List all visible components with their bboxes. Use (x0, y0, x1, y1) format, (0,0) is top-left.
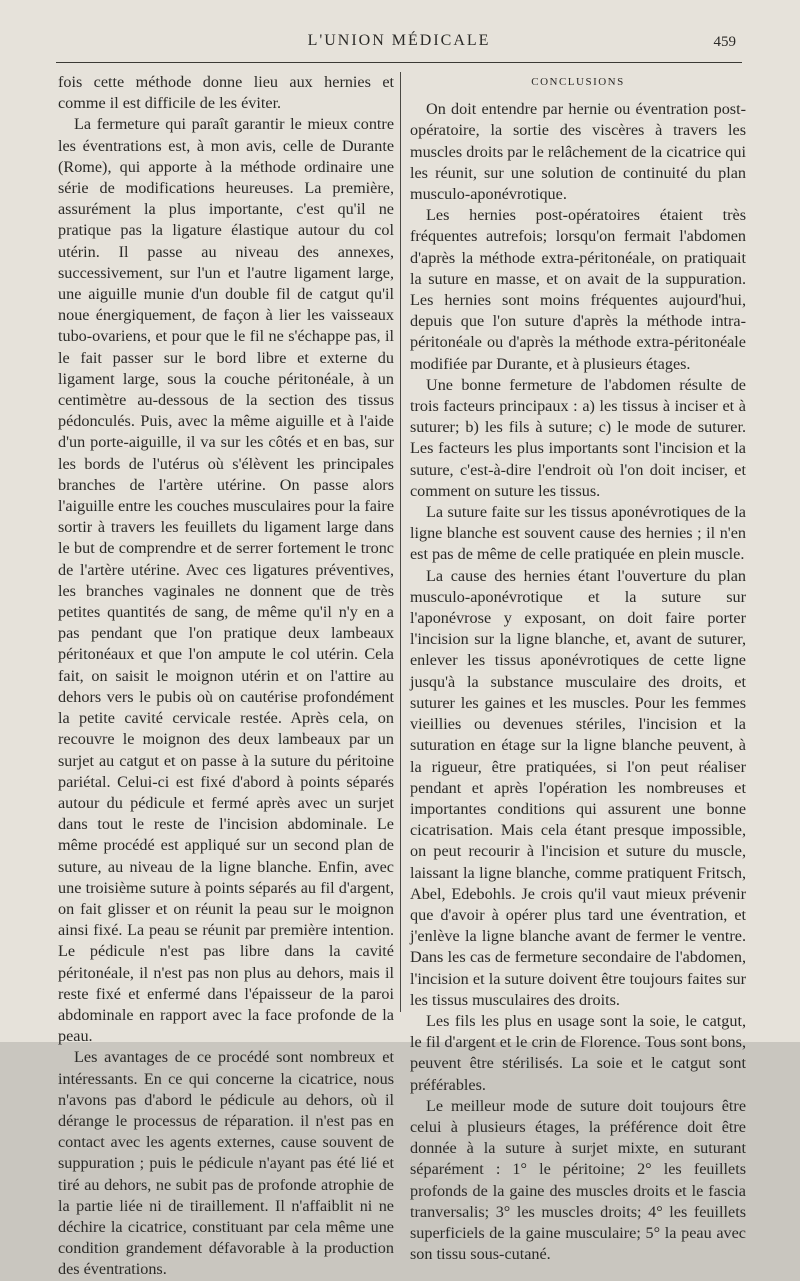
paragraph: Une bonne fermeture de l'abdomen résulte de trois facteurs principaux : a) les tissus à inciser et à suturer; b) les fils à suture; c) le mode de suturer. Les facteurs les plus importants sont l'incision et la suture, c'est-à-dire l'endroit où l'on doit inciser, et comment on suture les tissus. (410, 375, 746, 500)
paragraph: fois cette méthode donne lieu aux hernies et comme il est difficile de les éviter. (58, 73, 394, 113)
paragraph: On doit entendre par hernie ou éventration post-opératoire, la sortie des viscères à travers les muscles droits par le relâchement de la cicatrice qui les réunit, sur une solution de continuité du plan musculo-aponévrotique. (410, 100, 746, 204)
paragraph: Les avantages de ce procédé sont nombreux et intéressants. En ce qui concerne la cicatrice, nous n'avons pas d'abord le pédicule au dehors, où il dérange le processus de réparation. il n'est pas en contact avec les agents externes, cause souvent de suppuration ; puis le pédicule n'ayant pas été lié et tiré au dehors, ne subit pas de profonde atrophie de la partie liée ni de tiraillement. Il n'affaiblit ni ne déchire la cicatrice, constituant par cela même une condition grandement défavorable à la production des éventrations. (58, 1048, 394, 1279)
column-divider (400, 72, 401, 1012)
left-column (58, 72, 394, 1281)
paragraph: La fermeture qui paraît garantir le mieux contre les éventrations est, à mon avis, celle de Durante (Rome), qui apporte à la méthode ordinaire une série de modifications heureuses. La première, assurément la plus importante, c'est qu'il ne pratique pas la ligature élastique autour du col utérin. Il passe au niveau des annexes, successivement, sur l'un et l'autre ligament large, une aiguille munie d'un double fil de catgut qu'il noue énergiquement, de façon à lier les vaisseaux tubo-ovariens, et pour que le fil ne s'échappe pas, il le fait passer sur le bord libre et externe du ligament large, sous la couche péritonéale, à un centimètre au-dessous de la section des tissus pédonculés. Puis, avec la même aiguille et à l'aide d'un porte-aiguille, il va sur les côtés et en bas, sur les bords de l'utérus où s'élèvent les principales branches de l'artère utérine. On passe alors l'aiguille entre les couches musculaires pour la faire sortir à travers les feuillets du ligament large dans le but de comprendre et de serrer fortement le tronc de l'artère utérine. Avec ces ligatures préventives, les branches vaginales ne donnent que de très petites quantités de sang, de même qu'il n'y en a pas pendant que l'on pratique deux lambeaux péritonéaux et que l'on ampute le col utérin. Cela fait, on saisit le moignon utérin et on l'attire au dehors vers le pubis où on cautérise profondément la petite cavité cervicale restée. Après cela, on recouvre le moignon des deux lambeaux par un surjet au catgut et on passe à la suture du péritoine pariétal. Celui-ci est fixé d'abord à points séparés autour du pédicule et fermé après avec un surjet dans tout le reste de l'incision abdominale. Le même procédé est appliqué sur un second plan de suture, au niveau de la ligne blanche. Enfin, avec une troisième suture à points séparés au fil d'argent, on fait glisser et on réunit la peau sur le moignon ainsi fixé. La peau se réunit par première intention. Le pédicule n'est pas libre dans la cavité péritonéale, il n'est pas non plus au dehors, mais il reste fixé et enfermé dans l'épaisseur de la paroi abdominale en rapport avec la face profonde de la peau. (58, 115, 394, 1046)
paragraph: Le meilleur mode de suture doit toujours être celui à plusieurs étages, la préférence doit être donnée à la suture à surjet mixte, en suturant séparément : 1° le péritoine; 2° les feuillets profonds de la gaine des muscles droits et le fascia tranversalis; 3° les muscles droits; 4° les feuillets superficiels de la gaine musculaire; 5° la peau avec son tissu sous-cutané. (410, 1096, 746, 1264)
paragraph: La cause des hernies étant l'ouverture du plan musculo-aponévrotique et la suture sur l'aponévrose y exposant, on doit faire porter l'incision sur la ligne blanche, et, avant de suturer, enlever les tissus aponévrotiques de cette ligne jusqu'à la substance musculaire des droits, et suturer les gaines et les muscles. Pour les femmes vieillies ou devenues stériles, l'incision et la suturation en étage sur la ligne blanche peuvent, à la rigueur, être pratiquées, si l'on peut réaliser pendant et après l'opération les nombreuses et importantes conditions qui assurent une bonne cicatrisation. Mais cela étant presque impossible, on peut recourir à l'incision et suture du muscle, laissant la ligne blanche, comme pratiquent Fritsch, Abel, Edebohls. Je crois qu'il vaut mieux prévenir que d'avoir à opérer plus tard une éventration, et j'enlève la ligne blanche avant de fermer le ventre. Dans les cas de fermeture secondaire de l'abdomen, l'incision et la suture doivent être toujours faites sur les tissus musculaires des droits. (410, 566, 746, 1009)
running-head: L'UNION MÉDICALE (307, 32, 491, 49)
page-number: 459 (713, 34, 736, 50)
paragraph: Les fils les plus en usage sont la soie, le catgut, le fil d'argent et le crin de Florence. Tous sont bons, peuvent être stérilisés. La soie et le catgut sont préférables. (410, 1011, 746, 1094)
paragraph: La suture faite sur les tissus aponévrotiques de la ligne blanche est souvent cause des hernies ; il n'en est pas de même de celle pratiquée en plein muscle. (410, 503, 746, 564)
paragraph: Les hernies post-opératoires étaient très fréquentes autrefois; lorsqu'on fermait l'abdomen d'après la méthode extra-péritonéale, on pratiquait la suture en masse, et on avait de la suppuration. Les hernies sont moins fréquentes aujourd'hui, depuis que l'on suture d'après la méthode intra-péritonéale ou d'après la méthode extra-péritonéale modifiée par Durante, et à plusieurs étages. (410, 206, 746, 373)
page-header (56, 30, 742, 58)
right-column (410, 72, 746, 1265)
header-rule (56, 62, 742, 63)
section-title: CONCLUSIONS (531, 76, 625, 88)
